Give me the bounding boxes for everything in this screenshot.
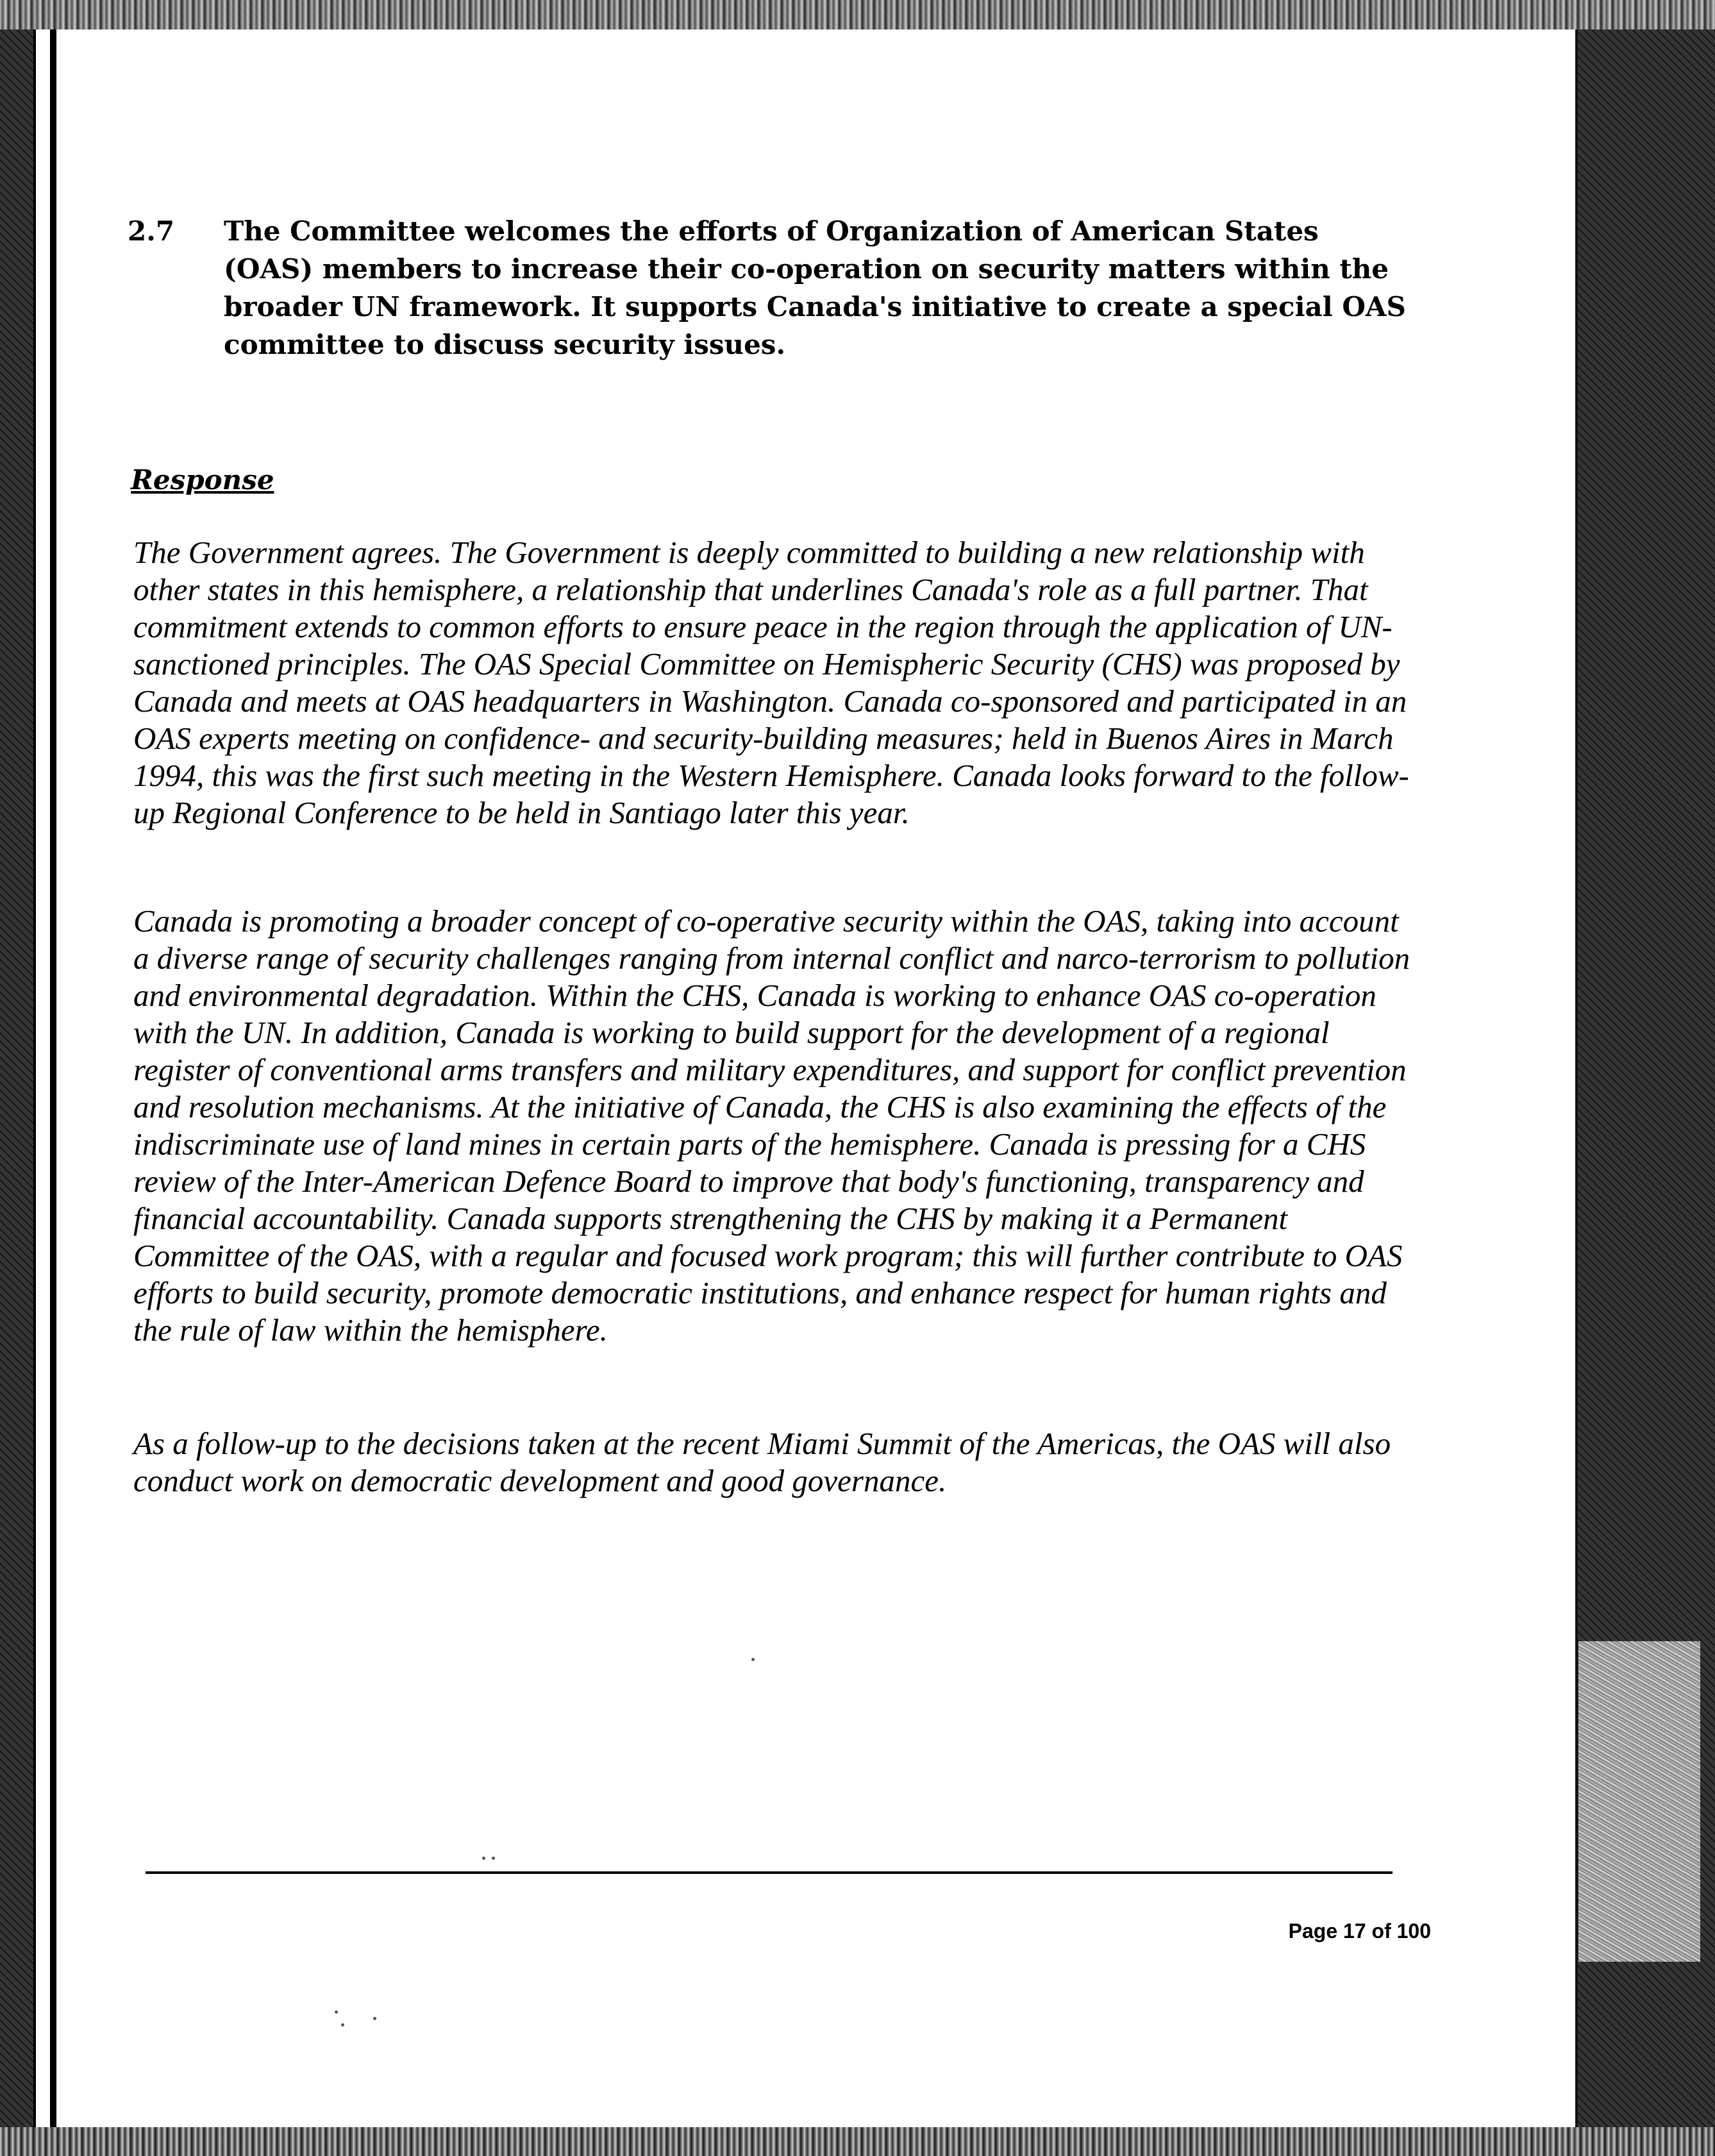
- scan-speck: [492, 1857, 495, 1860]
- binding-edge: [33, 29, 56, 2127]
- section-number: 2.7: [128, 215, 175, 247]
- scan-top-edge: [0, 0, 1715, 29]
- response-paragraph: Canada is promoting a broader concept of co-operative security within the OAS, taking into account a diverse range of security challenges ranging from internal conflict and narco-terrorism to pollution and environmental degradation. Within the CHS, Canada is working to enhance OAS co-operation with the UN. In addition, Canada is working to build support for the development of a regional register of conventional arms transfers and military expenditures, and support for conflict prevention and resolution mechanisms. At the initiative of Canada, the CHS is also examining the effects of the indiscriminate use of land mines in certain parts of the hemisphere. Canada is pressing for a CHS review of the Inter-American Defence Board to improve that body's functioning, transparency and financial accountability. Canada supports strengthening the CHS by making it a Permanent Committee of the OAS, with a regular and focused work program; this will further contribute to OAS efforts to build security, promote democratic institutions, and enhance respect for human rights and the rule of law within the hemisphere.: [133, 903, 1410, 1348]
- scan-speck: [482, 1857, 485, 1860]
- response-paragraph: As a follow-up to the decisions taken at the recent Miami Summit of the Americas, the OAS will also conduct work on democratic development and good governance.: [133, 1426, 1391, 1498]
- response-heading: Response: [131, 464, 274, 496]
- scan-speck: [335, 2010, 338, 2014]
- scan-speck: [341, 2023, 344, 2026]
- footer-rule: [146, 1871, 1393, 1874]
- scan-speckle-patch: [1578, 1641, 1700, 1962]
- page-number: Page 17 of 100: [1288, 1919, 1431, 1943]
- recommendation-item: [128, 212, 1410, 364]
- recommendation-text: The Committee welcomes the efforts of Organization of American States (OAS) members to increase their co-operation on security matters within the broader UN framework. It supports Canada's initiative to create a special OAS committee to discuss security issues.: [224, 215, 1406, 360]
- scan-bottom-edge: [0, 2127, 1715, 2156]
- document-page: [33, 29, 1578, 2127]
- scan-speck: [751, 1658, 755, 1661]
- response-paragraph: The Government agrees. The Government is deeply committed to building a new relationship with other states in this hemisphere, a relationship that underlines Canada's role as a full partner. That commitment extends to common efforts to ensure peace in the region through the application of UN-sanctioned principles. The OAS Special Committee on Hemispheric Security (CHS) was proposed by Canada and meets at OAS headquarters in Washington. Canada co-sponsored and participated in an OAS experts meeting on confidence- and security-building measures; held in Buenos Aires in March 1994, this was the first such meeting in the Western Hemisphere. Canada looks forward to the follow-up Regional Conference to be held in Santiago later this year.: [133, 535, 1409, 830]
- scan-speck: [373, 2017, 376, 2020]
